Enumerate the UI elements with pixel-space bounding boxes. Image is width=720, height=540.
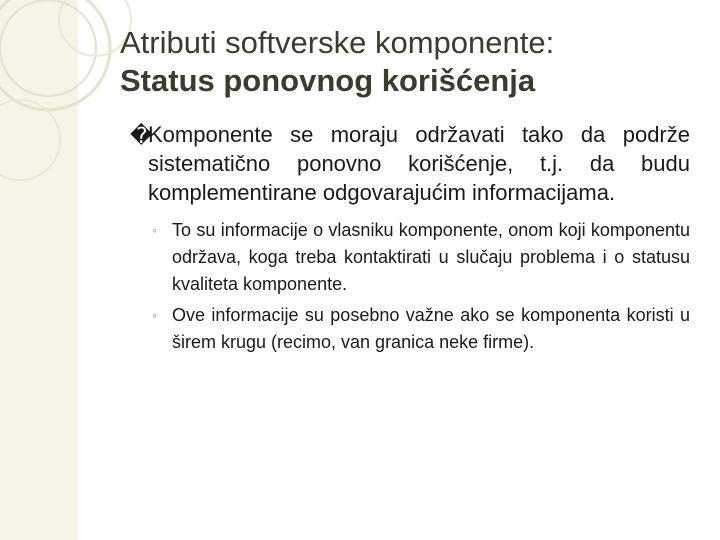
slide-title: [120, 24, 700, 100]
main-bullet-text: Komponente se moraju održavati tako da podrže sistematično ponovno korišćenje, t.j. da budu komplementirane odgovarajućim informacijama.: [148, 122, 690, 205]
main-bullet: [130, 120, 690, 207]
title-line-1: Atributi softverske komponente:: [120, 25, 555, 60]
slide-body: [130, 120, 690, 360]
sub-bullet-list: [130, 217, 690, 356]
title-line-2: Status ponovnog korišćenja: [120, 63, 536, 98]
sub-bullet-marker-icon: ◦: [152, 222, 157, 238]
sub-bullet: [152, 302, 690, 356]
bullet-marker-icon: �: [130, 123, 153, 148]
sub-bullet-text: To su informacije o vlasniku komponente, onom koji komponentu održava, koga treba kontaktirati u slučaju problema i o statusu kvaliteta komponente.: [172, 220, 690, 294]
sub-bullet: [152, 217, 690, 298]
sub-bullet-marker-icon: ◦: [152, 307, 157, 323]
sub-bullet-text: Ove informacije su posebno važne ako se komponenta koristi u širem krugu (recimo, van granica neke firme).: [172, 305, 690, 352]
